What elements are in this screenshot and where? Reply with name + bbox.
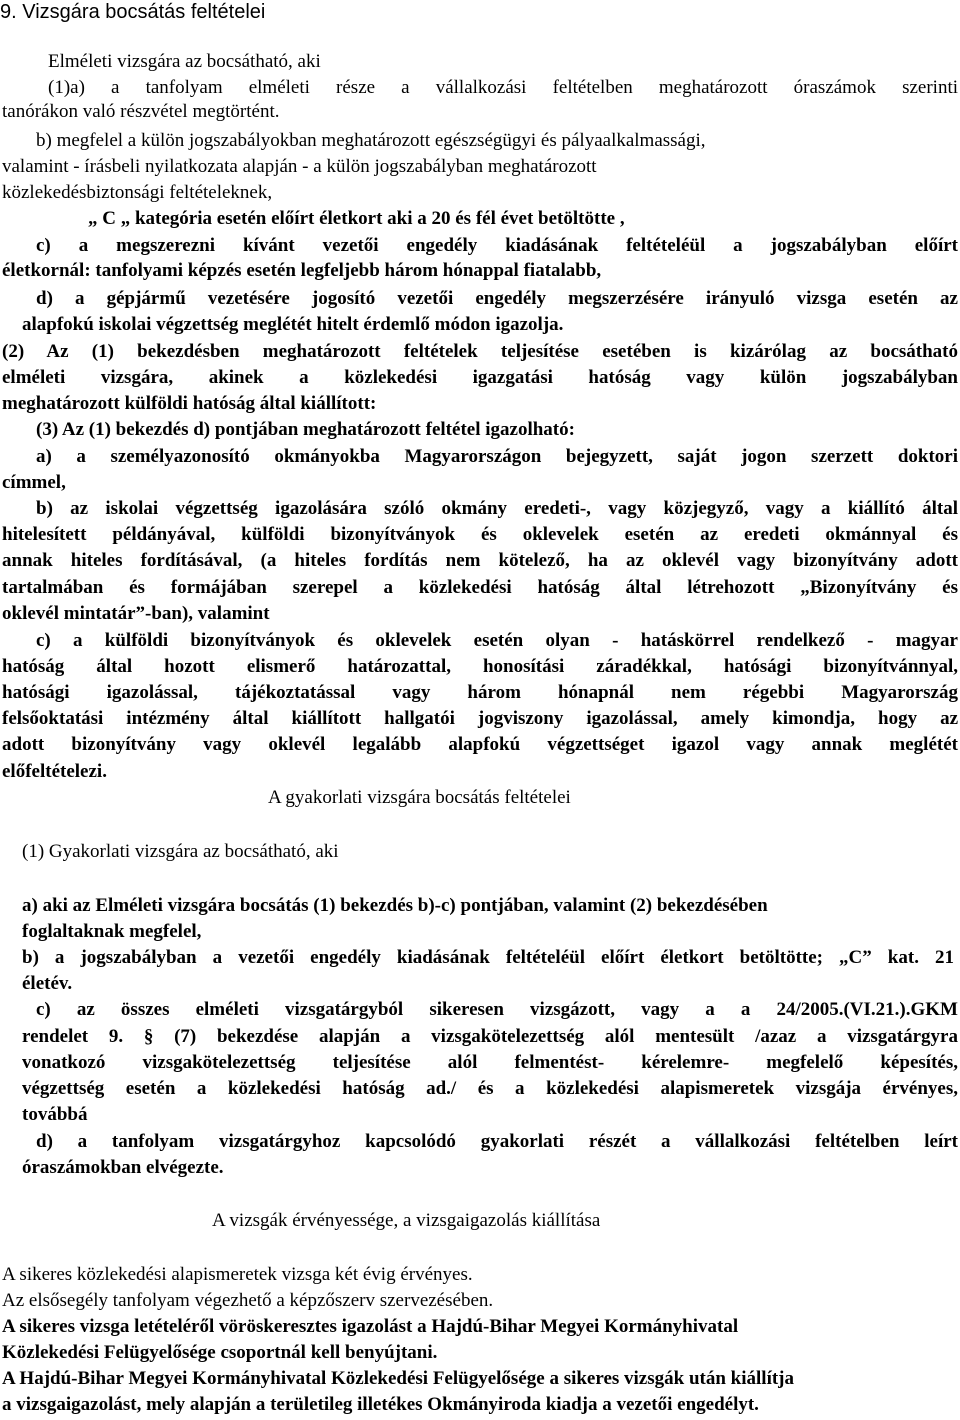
theory-item-d-line1: d) a gépjármű vezetésére jogosító vezetői engedély megszerzésére irányuló vizsga esetén az xyxy=(36,288,958,309)
validity-title: A vizsgák érvényessége, a vizsgaigazolás kiállítása xyxy=(212,1210,601,1231)
theory-p3b-line4: tartalmában és formájában szerepel a közlekedési hatóság által létrehozott „Bizonyítvány és xyxy=(2,577,958,598)
validity-line2: Az elsősegély tanfolyam végezhető a képzőszerv szervezésében. xyxy=(2,1290,494,1311)
theory-category-c: „ C „ kategória esetén előírt életkort aki a 20 és fél évet betöltötte , xyxy=(88,208,625,229)
validity-line6: a vizsgaigazolást, mely alapján a területileg illetékes Okmányiroda kiadja a vezetői engedélyt. xyxy=(2,1394,759,1415)
theory-p3a-line1: a) a személyazonosító okmányokba Magyarországon bejegyzett, saját jogon szerzett doktori xyxy=(36,446,958,467)
theory-p3b-line1: b) az iskolai végzettség igazolására szóló okmány eredeti-, vagy közjegyző, vagy a kiállító által xyxy=(36,498,958,519)
theory-item-1a-line2: tanórákon való részvétel megtörtént. xyxy=(2,101,280,122)
theory-item-d-line2: alapfokú iskolai végzettség meglétét hitelt érdemlő módon igazolja. xyxy=(22,314,564,335)
theory-para2-line3: meghatározott külföldi hatóság által kiállított: xyxy=(2,393,377,414)
theory-p3c-line2: hatóság által hozott elismerő határozattal, honosítási záradékkal, hatósági bizonyítvánnyal, xyxy=(2,656,958,677)
practice-a-line1: a) aki az Elméleti vizsgára bocsátás (1) bekezdés b)-c) pontjában, valamint (2) bekezdésében xyxy=(22,895,768,916)
theory-p3c-line1: c) a külföldi bizonyítványok és oklevelek esetén olyan - hatáskörrel rendelkező - magyar xyxy=(36,630,958,651)
practice-a-line2: foglaltaknak megfelel, xyxy=(22,921,202,942)
practice-d-line1: d) a tanfolyam vizsgatárgyhoz kapcsolódó gyakorlati részét a vállalkozási feltételben leírt xyxy=(36,1131,958,1152)
practice-c-line2: rendelet 9. § (7) bekezdése alapján a vizsgakötelezettség alól mentesült /azaz a vizsgatárgyra xyxy=(22,1026,958,1047)
practice-b-line1: b) a jogszabályban a vezetői engedély kiadásának feltételéül előírt életkort betöltötte; „C” kat. 21 xyxy=(22,947,954,968)
practice-c-line3: vonatkozó vizsgakötelezettség teljesítése alól felmentést- kérelemre- megfelelő képesítés, xyxy=(22,1052,958,1073)
practice-title: A gyakorlati vizsgára bocsátás feltételei xyxy=(268,787,571,808)
practice-b-line2: életév. xyxy=(22,973,73,994)
validity-line4: Közlekedési Felügyelősége csoportnál kell benyújtani. xyxy=(2,1342,438,1363)
theory-item-b-line3: közlekedésbiztonsági feltételeknek, xyxy=(2,182,273,203)
theory-item-c-line2: életkornál: tanfolyami képzés esetén legfeljebb három hónappal fiatalabb, xyxy=(2,260,602,281)
theory-item-b-line1: b) megfelel a külön jogszabályokban meghatározott egészségügyi és pályaalkalmassági, xyxy=(36,130,706,151)
theory-para2-line1: (2) Az (1) bekezdésben meghatározott feltételek teljesítése esetében is kizárólag az bocsátható xyxy=(2,341,958,362)
theory-p3c-line6: előfeltételezi. xyxy=(2,761,107,782)
practice-c-line4: végzettség esetén a közlekedési hatóság ad./ és a közlekedési alapismeretek vizsgája érvényes, xyxy=(22,1078,958,1099)
validity-line3: A sikeres vizsga letételéről vöröskeresztes igazolást a Hajdú-Bihar Megyei Kormányhivatal xyxy=(2,1316,739,1337)
theory-para3: (3) Az (1) bekezdés d) pontjában meghatározott feltétel igazolható: xyxy=(36,419,575,440)
theory-p3b-line5: oklevél mintatár”-ban), valamint xyxy=(2,603,270,624)
theory-p3b-line3: annak hiteles fordításával, (a hiteles fordítás nem kötelező, ha az oklevél vagy bizonyítvány adott xyxy=(2,550,958,571)
practice-c-line1: c) az összes elméleti vizsgatárgyból sikeresen vizsgázott, vagy a a 24/2005.(VI.21.).GKM xyxy=(36,999,958,1020)
theory-p3c-line3: hatósági igazolással, tájékoztatással vagy három hónapnál nem régebbi Magyarország xyxy=(2,682,958,703)
theory-item-c-line1: c) a megszerezni kívánt vezetői engedély kiadásának feltételéül a jogszabályban előírt xyxy=(36,235,958,256)
theory-p3a-line2: címmel, xyxy=(2,472,66,493)
theory-para2-line2: elméleti vizsgára, akinek a közlekedési igazgatási hatóság vagy külön jogszabályban xyxy=(2,367,958,388)
validity-line5: A Hajdú-Bihar Megyei Kormányhivatal Közlekedési Felügyelősége a sikeres vizsgák után kiállítja xyxy=(2,1368,794,1389)
theory-intro: Elméleti vizsgára az bocsátható, aki xyxy=(48,51,321,72)
practice-c-line5: továbbá xyxy=(22,1104,88,1125)
validity-line1: A sikeres közlekedési alapismeretek vizsga két évig érvényes. xyxy=(2,1264,473,1285)
theory-p3c-line4: felsőoktatási intézmény által kiállított hallgatói jogviszony igazolással, amely kimondja, hogy az xyxy=(2,708,958,729)
section-heading: 9. Vizsgára bocsátás feltételei xyxy=(0,1,266,23)
practice-d-line2: óraszámokban elvégezte. xyxy=(22,1157,224,1178)
theory-p3c-line5: adott bizonyítvány vagy oklevél legalább alapfokú végzettséget igazol vagy annak meglétét xyxy=(2,734,958,755)
theory-item-1a-line1: (1)a) a tanfolyam elméleti része a vállalkozási feltételben meghatározott óraszámok szerinti xyxy=(48,77,958,98)
theory-p3b-line2: hitelesített példányával, külföldi bizonyítványok és oklevelek esetén az eredeti okmánnyal és xyxy=(2,524,958,545)
practice-intro: (1) Gyakorlati vizsgára az bocsátható, aki xyxy=(22,841,339,862)
theory-item-b-line2: valamint - írásbeli nyilatkozata alapján - a külön jogszabályban meghatározott xyxy=(2,156,597,177)
